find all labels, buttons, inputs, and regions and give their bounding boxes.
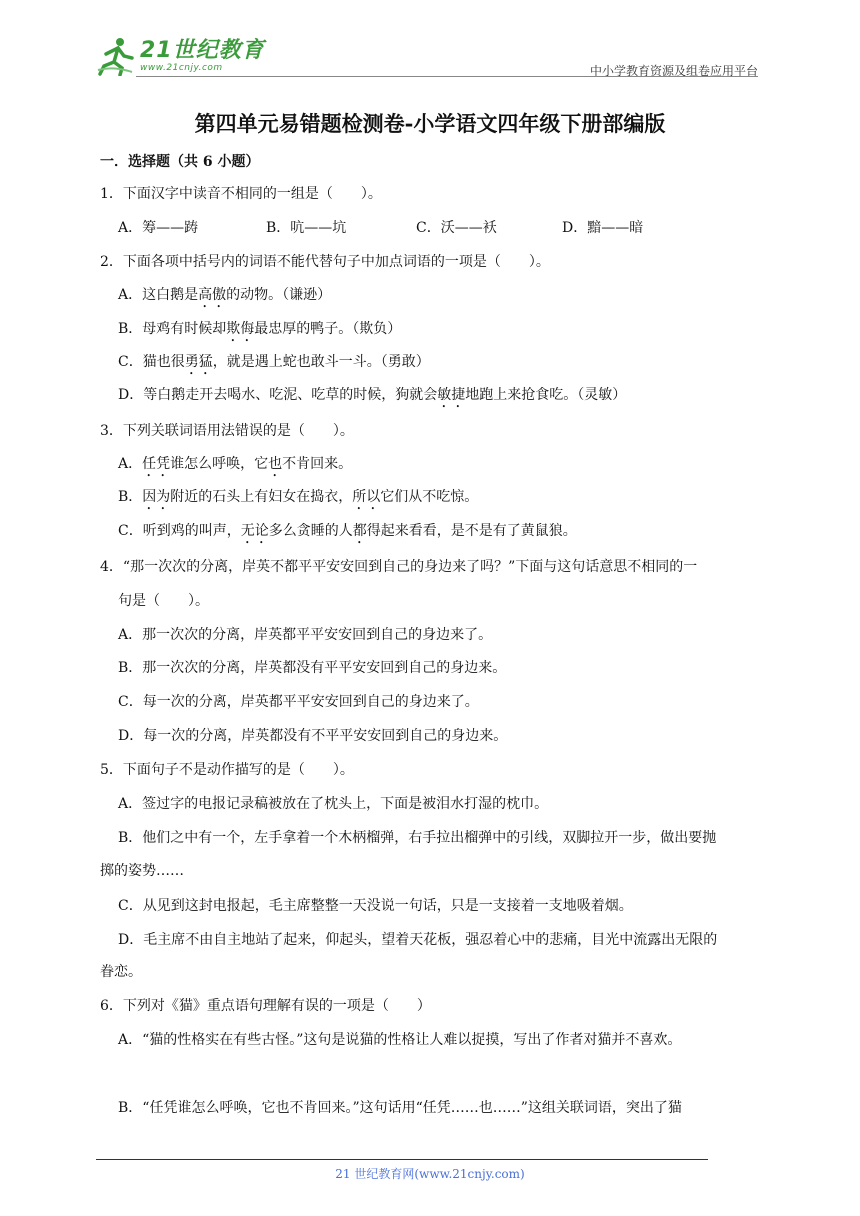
dotted-word: 所以 (352, 489, 381, 505)
text-segment: 得起来看看，是不是有了黄鼠狼。 (366, 523, 577, 539)
q4-option-d: D．每一次的分离，岸英都没有不平平安安回到自己的身边来。 (118, 728, 508, 744)
page-title: 第四单元易错题检测卷-小学语文四年级下册部编版 (194, 111, 666, 136)
q5-option-c: C．从见到这封电报起，毛主席整整一天没说一句话，只是一支接着一支地吸着烟。 (118, 898, 633, 914)
q1-option-c: C．沃——袄 (416, 220, 497, 236)
text-segment: ，就是遇上蛇也敢斗一斗。（勇敢） (212, 354, 430, 370)
question-2-stem: 2．下面各项中括号内的词语不能代替句子中加点词语的一项是（ ）。 (100, 254, 550, 270)
q6-option-a: A．“猫的性格实在有些古怪。”这句是说猫的性格让人难以捉摸，写出了作者对猫并不喜欢。 (118, 1032, 682, 1048)
question-1-stem: 1．下面汉字中读音不相同的一组是（ ）。 (100, 186, 382, 202)
platform-tagline: 中小学教育资源及组卷应用平台 (589, 64, 758, 78)
text-segment: 地跑上来抢食吃。（灵敏） (465, 387, 627, 403)
q5-option-b-line-2: 掷的姿势…… (100, 863, 184, 879)
dotted-word: 欺侮 (226, 321, 255, 337)
q1-option-d: D．黯——暗 (562, 220, 644, 236)
q6-option-b: B．“任凭谁怎么呼唤，它也不肯回来。”这句话用“任凭……也……”这组关联词语，突出了猫 (118, 1100, 682, 1116)
question-4-stem-line-2: 句是（ ）。 (118, 593, 209, 609)
question-6-stem: 6．下列对《猫》重点语句理解有误的一项是（ ） (100, 998, 431, 1014)
text-segment: 的动物。（谦逊） (226, 287, 332, 303)
dotted-word: 都 (352, 523, 367, 539)
text-segment: A． (118, 456, 143, 472)
q4-option-b: B．那一次次的分离，岸英都没有平平安安回到自己的身边来。 (118, 660, 507, 676)
question-3-stem: 3．下列关联词语用法错误的是（ ）。 (100, 423, 354, 439)
text-segment: C．听到鸡的叫声， (118, 523, 241, 539)
text-segment: 谁怎么呼唤，它 (170, 456, 269, 472)
q2-option-c (118, 352, 430, 378)
q5-option-b-line-1: B．他们之中有一个，左手拿着一个木柄榴弹，右手拉出榴弹中的引线，双脚拉开一步，做出要抛 (118, 830, 717, 846)
dotted-word: 敏捷 (437, 387, 466, 403)
text-segment: B．母鸡有时候却 (118, 321, 227, 337)
q3-option-a (118, 454, 352, 480)
text-segment: 多么贪睡的人 (268, 523, 353, 539)
q3-option-b (118, 487, 478, 513)
page-footer: 21 世纪教育网(www.21cnjy.com) (335, 1167, 525, 1181)
runner-logo-icon (96, 36, 136, 76)
text-segment: C．猫也很 (118, 354, 185, 370)
q2-option-b (118, 319, 401, 345)
dotted-word: 因为 (142, 489, 171, 505)
dotted-word: 也 (268, 456, 283, 472)
logo-text: 21世纪教育 (140, 38, 265, 63)
text-segment: B． (118, 489, 143, 505)
text-segment: A．这白鹅是 (118, 287, 199, 303)
logo (96, 34, 265, 78)
text-segment: 不肯回来。 (282, 456, 353, 472)
text-segment: 最忠厚的鸭子。（欺负） (254, 321, 402, 337)
dotted-word: 任凭 (142, 456, 171, 472)
text-segment: D．等白鹅走开去喝水、吃泥、吃草的时候，狗就会 (118, 387, 438, 403)
q2-option-a (118, 285, 331, 311)
q2-option-d (118, 385, 626, 411)
question-4-stem-line-1: 4．“那一次次的分离，岸英不都平平安安回到自己的身边来了吗？”下面与这句话意思不相同的一 (100, 559, 698, 575)
q4-option-a: A．那一次次的分离，岸英都平平安安回到自己的身边来了。 (118, 627, 493, 643)
q5-option-d-line-1: D．毛主席不由自主地站了起来，仰起头，望着天花板，强忍着心中的悲痛，目光中流露出无限的 (118, 932, 718, 948)
dotted-word: 勇猛 (184, 354, 213, 370)
question-5-stem: 5．下面句子不是动作描写的是（ ）。 (100, 762, 354, 778)
dotted-word: 高傲 (198, 287, 227, 303)
footer-divider (96, 1159, 708, 1160)
header-divider (136, 76, 758, 77)
page-header (96, 34, 758, 80)
q3-option-c (118, 521, 577, 547)
q4-option-c: C．每一次的分离，岸英都平平安安回到自己的身边来了。 (118, 694, 479, 710)
logo-url: www.21cnjy.com (140, 63, 223, 73)
q1-option-a: A．筹——踌 (118, 220, 199, 236)
section-heading: 一．选择题（共 6 小题） (100, 154, 260, 170)
text-segment: 附近的石头上有妇女在捣衣， (170, 489, 353, 505)
dotted-word: 无论 (240, 523, 269, 539)
q1-option-b: B．吭——坑 (266, 220, 347, 236)
q5-option-d-line-2: 眷恋。 (100, 964, 142, 980)
q5-option-a: A．签过字的电报记录稿被放在了枕头上，下面是被泪水打湿的枕巾。 (118, 796, 549, 812)
text-segment: 它们从不吃惊。 (380, 489, 479, 505)
